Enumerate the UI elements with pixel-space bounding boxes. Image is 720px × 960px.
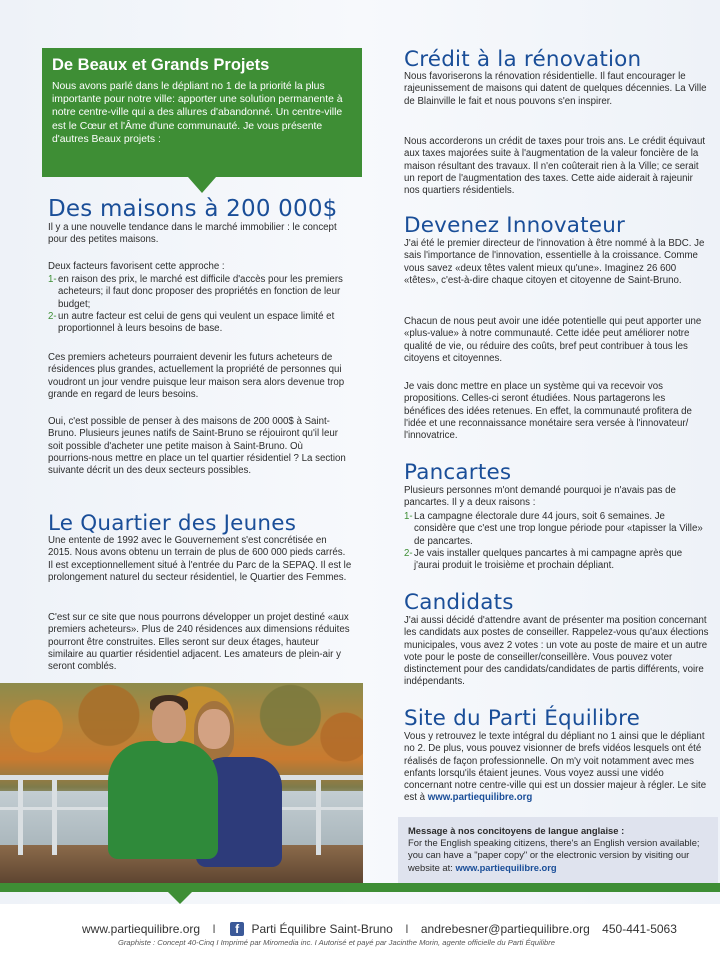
- site-paragraph: [404, 731, 709, 805]
- list-number: 1-: [404, 511, 413, 522]
- innovateur-paragraph-1: J'ai été le premier directeur de l'innovation à être nommé à la BDC. Je sais l'importance de l'innovation, essentielle à la croissance. Comme vous savez «deux têtes valent mieux qu'une». Imaginez 26 600 «têtes», c'est-à-dire chaque citoyen et citoyenne de Saint-Bruno.: [404, 238, 705, 286]
- maisons-factors-title: Deux facteurs favorisent cette approche :: [48, 261, 225, 272]
- footer-separator: I: [405, 921, 409, 936]
- candidats-paragraph: J'ai aussi décidé d'attendre avant de présenter ma position concernant les candidats aux postes de conseiller. Rappelez-vous qu'aux élections municipales, vous avez 2 votes : un vote au poste de maire et un autre vote pour le poste de conseiller/conseillère. Vous pouvez voter distinctement pour des candidats/candidates de partis différents, voire indépendants.: [404, 615, 709, 688]
- list-item: [48, 274, 352, 311]
- list-text: La campagne électorale dure 44 jours, soit 6 semaines. Je considère que c'est une trop longue période pour «tapisser la Ville» de pancartes.: [414, 511, 703, 547]
- innovateur-paragraph-2: Chacun de nous peut avoir une idée potentielle qui peut apporter une «plus-value» à notre communauté. Cette idée peut améliorer notre qualité de vie, ou réduire des coûts, bref peut contribuer à tous les citoyens et citoyennes.: [404, 316, 702, 364]
- innovateur-paragraph-3: Je vais donc mettre en place un système qui va recevoir vos propositions. Celles-ci seront étudiées. Nous partagerons les bénéfices des idées retenues. En effet, la communauté profitera de l'idée et une reconnaissance monétaire sera versée à l'innovateur/ l'innovatrice.: [404, 381, 692, 442]
- maisons-factors-list: [48, 274, 352, 335]
- intro-box: [42, 48, 362, 177]
- heading-innovateur: Devenez Innovateur: [404, 213, 626, 238]
- footer-credits: Graphiste : Concept 40-Cinq I Imprimé par Miromedia inc. I Autorisé et payé par Jacinthe Morin, agente officielle du Parti Équilibre: [118, 938, 555, 947]
- list-item: [48, 311, 352, 336]
- couple-photo: [0, 683, 363, 883]
- footer-phone: 450-441-5063: [602, 921, 677, 936]
- heading-quartier: Le Quartier des Jeunes: [48, 511, 297, 536]
- credit-paragraph-1: Nous favoriserons la rénovation résidentielle. Il faut encourager le rajeunissement de maisons qui datent de quelques décennies. La Ville de Blainville le fait et nous pouvons s'en inspirer.: [404, 71, 707, 107]
- maisons-intro: Il y a une nouvelle tendance dans le marché immobilier : le concept pour des petites maisons.: [48, 222, 337, 246]
- quartier-paragraph-1: Une entente de 1992 avec le Gouvernement s'est concrétisée en 2015. Nous avons obtenu un terrain de plus de 600 000 pieds carrés. Il est exceptionnellement situé à l'entrée du Parc de la SEPAQ. Il est le prolongement naturel du secteur résidentiel, le Quartier des Femmes.: [48, 535, 352, 583]
- heading-maisons: Des maisons à 200 000$: [48, 196, 338, 222]
- english-message-link[interactable]: www.partiequilibre.org: [455, 861, 557, 873]
- footer-email[interactable]: andrebesner@partiequilibre.org: [420, 921, 590, 936]
- heading-pancartes: Pancartes: [404, 460, 512, 485]
- footer-facebook[interactable]: Parti Équilibre Saint-Bruno: [251, 921, 393, 936]
- english-message-box: [398, 817, 718, 887]
- english-message-title: Message à nos concitoyens de langue anglaise :: [408, 825, 625, 836]
- credit-paragraph-2: Nous accorderons un crédit de taxes pour trois ans. Le crédit équivaut aux taxes majorées suite à l'augmentation de la valeur foncière de la maison résultant des travaux. Il n'en coûterait rien à la Ville; ce serait un report de l'augmentation des taxes. Cette aide aiderait à rajeunir nos quartiers résidentiels.: [404, 136, 706, 197]
- pancartes-list: [404, 511, 709, 572]
- site-link[interactable]: www.partiequilibre.org: [427, 792, 533, 804]
- list-text: un autre facteur est celui de gens qui veulent un espace limité et proportionnel à leurs besoins de base.: [58, 310, 335, 335]
- pancartes-intro: Plusieurs personnes m'ont demandé pourquoi je n'avais pas de pancartes. Il y a deux raisons :: [404, 485, 676, 509]
- list-number: 2-: [48, 310, 57, 322]
- list-number: 2-: [404, 547, 413, 559]
- heading-site: Site du Parti Équilibre: [404, 706, 641, 731]
- facebook-icon: f: [230, 922, 244, 936]
- intro-text: Nous avons parlé dans le dépliant no 1 de la priorité la plus importante pour notre ville: apporter une solution permanente à notre centre-ville qui a des allures d'abandonné. Un centre-ville est le Cœur et l'Âme d'une communauté. Je vous présente d'autres Beaux projets :: [52, 81, 343, 145]
- list-item: [404, 548, 709, 573]
- footer-separator: I: [212, 921, 216, 936]
- list-item: [404, 511, 709, 548]
- footer-website[interactable]: www.partiequilibre.org: [82, 921, 201, 936]
- list-number: 1-: [48, 274, 57, 285]
- intro-title: De Beaux et Grands Projets: [52, 56, 270, 74]
- heading-candidats: Candidats: [404, 590, 514, 615]
- maisons-paragraph-4: Oui, c'est possible de penser à des maisons de 200 000$ à Saint-Bruno. Plusieurs jeunes natifs de Saint-Bruno se réjouiront qu'il leur soit possible d'acheter une petite maison à Saint-Bruno. Où pourrions-nous mettre en place un tel quartier résidentiel ? La section suivante décrit un des deux secteurs possibles.: [48, 416, 346, 477]
- english-message-text: For the English speaking citizens, there's an English version available; you can have a "paper copy" or the electronic version by visiting our website at:: [408, 837, 700, 873]
- list-text: Je vais installer quelques pancartes à mi campagne après que j'aurai produit le troisième et prochain dépliant.: [414, 547, 683, 572]
- footer-green-strip: [0, 883, 720, 892]
- quartier-paragraph-2: C'est sur ce site que nous pourrons développer un projet destiné «aux premiers acheteurs». Plus de 240 résidences aux dimensions réduites pourront être construites. Elles seront sur deux étages, hauteur similaire au quartier résidentiel adjacent. Les amateurs de plein-air y seront comblés.: [48, 612, 350, 673]
- site-text: Vous y retrouvez le texte intégral du dépliant no 1 ainsi que le dépliant no 2. De plus, vous pouvez visionner de brefs vidéos lesquels ont été réalisés de façon professionnelle. On m'y voit notamment avec mes enfants lorsqu'ils étaient jeunes. Vous voyez aussi une vidéo concernant notre centre-ville qui est un dossier majeur à régler. Le site est à: [404, 731, 707, 804]
- maisons-paragraph-3: Ces premiers acheteurs pourraient devenir les futurs acheteurs de résidences plus grandes, actuellement la propriété de personnes qui voudront un jour vendre puisque leur maison sera alors devenue trop grande en regard de leurs besoins.: [48, 352, 345, 400]
- footer-contact-line: [82, 921, 682, 937]
- heading-credit: Crédit à la rénovation: [404, 47, 642, 72]
- list-text: en raison des prix, le marché est difficile d'accès pour les premiers acheteurs; il faut donc proposer des propriétés en fonction de leur budget;: [58, 274, 343, 310]
